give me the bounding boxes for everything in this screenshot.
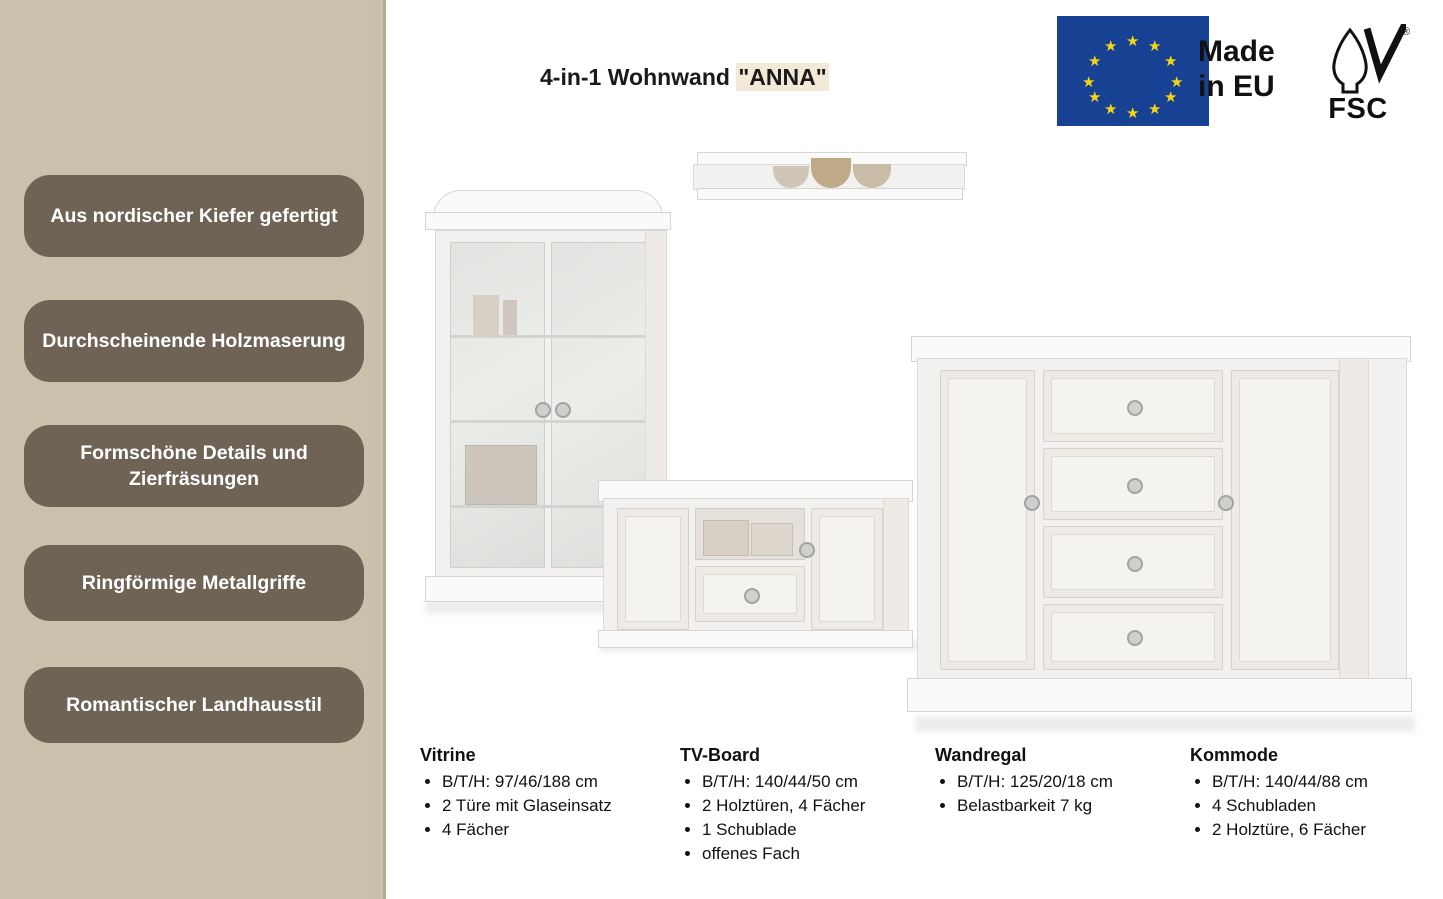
feature-pill-3 (24, 425, 364, 507)
spec-list-vitrine (420, 770, 670, 842)
furniture-scene (395, 130, 1443, 730)
feature-sidebar (0, 0, 386, 899)
spec-item: • 1 Schublade (702, 818, 940, 842)
feature-pill-2 (24, 300, 364, 382)
spec-item: • B/T/H: 140/44/50 cm (702, 770, 940, 794)
spec-item: • B/T/H: 97/46/188 cm (442, 770, 670, 794)
spec-column-wandregal (935, 745, 1185, 818)
feature-pill-4-label: Ringförmige Metallgriffe (81, 572, 307, 594)
spec-title-tv-board: TV-Board (680, 745, 761, 765)
spec-item: • 2 Holztüren, 4 Fächer (702, 794, 940, 818)
feature-pill-1-label: Aus nordischer Kiefer gefertigt (50, 205, 338, 227)
spec-title-wandregal: Wandregal (935, 745, 1027, 765)
spec-item: • 4 Fächer (442, 818, 670, 842)
fsc-logo (1310, 24, 1410, 128)
spec-item: • 4 Schubladen (1212, 794, 1440, 818)
page-title (540, 64, 829, 91)
spec-list-tv-board (680, 770, 940, 866)
made-in-eu-label (1198, 34, 1275, 104)
spec-title-kommode: Kommode (1190, 745, 1279, 765)
spec-list-wandregal (935, 770, 1185, 818)
spec-column-tv-board (680, 745, 940, 866)
page-title-highlight: "ANNA" (738, 64, 827, 90)
spec-item: • 2 Holztüre, 6 Fächer (1212, 818, 1440, 842)
feature-pill-5 (24, 667, 364, 743)
feature-pill-1 (24, 175, 364, 257)
feature-pill-4 (24, 545, 364, 621)
feature-pill-5-label: Romantischer Landhausstil (66, 694, 322, 716)
spec-item: • Belastbarkeit 7 kg (957, 794, 1185, 818)
fsc-label: FSC (1328, 93, 1388, 125)
feature-pill-2-label: Durchscheinende Holzmaserung (42, 330, 346, 352)
eu-flag-icon (1057, 16, 1209, 126)
spec-item: • offenes Fach (702, 842, 940, 866)
spec-column-vitrine (420, 745, 670, 842)
spec-item: • B/T/H: 125/20/18 cm (957, 770, 1185, 794)
made-in-eu-line2: in EU (1198, 70, 1275, 103)
feature-pill-3-label: Formschöne Details und Zierfräsungen (80, 442, 308, 490)
spec-list-kommode (1190, 770, 1440, 842)
fsc-tree-checkmark-icon (1310, 24, 1406, 98)
spec-title-vitrine: Vitrine (420, 745, 476, 765)
fsc-registered-mark: ® (1401, 26, 1410, 38)
page-title-prefix: 4-in-1 Wohnwand (540, 64, 737, 90)
spec-item: • B/T/H: 140/44/88 cm (1212, 770, 1440, 794)
made-in-eu-line1: Made (1198, 35, 1275, 68)
spec-item: • 2 Türe mit Glaseinsatz (442, 794, 670, 818)
eu-stars: ★ ★ ★ ★ ★ ★ ★ ★ ★ ★ ★ ★ (1082, 33, 1184, 122)
spec-column-kommode (1190, 745, 1440, 842)
